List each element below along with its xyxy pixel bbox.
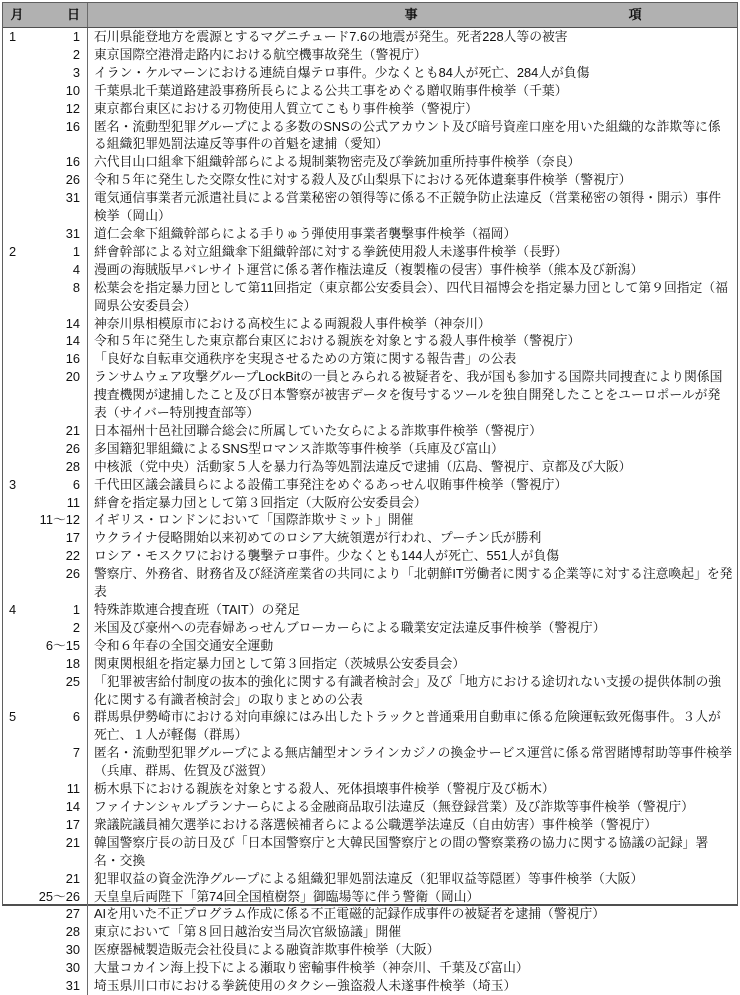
header-day: 日 [66, 7, 80, 22]
day-cell: 14 [65, 315, 80, 331]
table-row [3, 332, 737, 350]
table-row [3, 816, 737, 834]
table-row [3, 655, 737, 673]
table-row [3, 422, 737, 440]
month-cell [3, 834, 31, 870]
table-row [3, 100, 737, 118]
item-cell: 千代田区議会議員らによる設備工事発注をめぐるあっせん収賄事件検挙（警視庁） [87, 476, 737, 494]
day-cell: 18 [65, 655, 80, 671]
month-cell [3, 673, 31, 709]
table-row [3, 458, 737, 476]
item-cell: 韓国警察庁長の訪日及び「日本国警察庁と大韓民国警察庁との間の警察業務の協力に関する協議の記録」署名・交換 [87, 834, 737, 870]
day-cell: 3 [72, 64, 80, 80]
item-cell: 日本福州十邑社団聯合総会に所属していた女らによる詐欺事件検挙（警視庁） [87, 422, 737, 440]
item-cell: 令和５年に発生した東京都台東区における親族を対象とする殺人事件検挙（警視庁） [87, 332, 737, 350]
item-cell: 令和６年春の全国交通安全運動 [87, 637, 737, 655]
day-cell: 16 [65, 118, 80, 134]
month-cell [3, 422, 31, 440]
month-cell [3, 350, 31, 368]
month-cell [3, 171, 31, 189]
day-cell: 26 [65, 566, 80, 582]
item-cell: 特殊詐欺連合捜査班（TAIT）の発足 [87, 601, 737, 619]
month-cell [3, 637, 31, 655]
item-cell: 令和５年に発生した交際女性に対する殺人及び山梨県下における死体遺棄事件検挙（警視庁） [87, 171, 737, 189]
item-cell: 群馬県伊勢崎市における対向車線にはみ出したトラックと普通乗用自動車に係る危険運転致死傷事件。３人が死亡、１人が軽傷（群馬） [87, 708, 737, 744]
day-cell: 1 [72, 602, 80, 617]
item-cell: 関東関根組を指定暴力団として第３回指定（茨城県公安委員会） [87, 655, 737, 673]
table-row [3, 118, 737, 154]
item-cell: 神奈川県相模原市における高校生による両親殺人事件検挙（神奈川） [87, 315, 737, 333]
month-cell [3, 977, 31, 995]
item-cell: 石川県能登地方を震源とするマグニチュード7.6の地震が発生。死者228人等の被害 [87, 28, 737, 46]
month-cell [3, 888, 31, 906]
table-row [3, 977, 737, 995]
item-cell: 中核派（党中央）活動家５人を暴力行為等処罰法違反で逮捕（広島、警視庁、京都及び大阪） [87, 458, 737, 476]
day-cell: 2 [72, 46, 80, 62]
month-cell [3, 941, 31, 959]
table-row [3, 959, 737, 977]
month-cell [3, 64, 31, 82]
month-cell: 5 [9, 709, 17, 725]
header-month: 月 [10, 7, 24, 22]
month-cell [3, 870, 31, 888]
item-cell: 絆會幹部による対立組織傘下組織幹部に対する拳銃使用殺人未遂事件検挙（長野） [87, 243, 737, 261]
table-row [3, 565, 737, 601]
item-cell: 絆會を指定暴力団として第３回指定（大阪府公安委員会） [87, 494, 737, 512]
item-cell: 大量コカイン海上投下による瀬取り密輸事件検挙（神奈川、千葉及び富山） [87, 959, 737, 977]
item-cell: 「良好な自転車交通秩序を実現させるための方策に関する報告書」の公表 [87, 350, 737, 368]
item-cell: 多国籍犯罪組織によるSNS型ロマンス詐欺等事件検挙（兵庫及び富山） [87, 440, 737, 458]
day-cell: 17 [65, 816, 80, 832]
table-row [3, 619, 737, 637]
table-row [3, 46, 737, 64]
table-row [3, 243, 737, 261]
table-row [3, 153, 737, 171]
day-cell: 26 [65, 440, 80, 456]
month-cell [3, 46, 31, 64]
day-cell: 10 [65, 82, 80, 98]
month-cell: 2 [9, 243, 17, 259]
day-cell: 30 [65, 942, 80, 958]
table-row [3, 476, 737, 494]
day-cell: 1 [72, 243, 80, 259]
month-cell [3, 905, 31, 923]
day-cell: 25 [65, 673, 80, 689]
item-cell: 匿名・流動型犯罪グループによる無店舗型オンラインカジノの換金サービス運営に係る常習賭博幇助等事件検挙（兵庫、群馬、佐賀及び滋賀） [87, 744, 737, 780]
month-cell [3, 923, 31, 941]
table-row [3, 82, 737, 100]
table-row [3, 708, 737, 744]
month-cell [3, 798, 31, 816]
item-cell: 電気通信事業者元派遣社員による営業秘密の領得等に係る不正競争防止法違反（営業秘密の領得・開示）事件検挙（岡山） [87, 189, 737, 225]
month-cell [3, 959, 31, 977]
table-row [3, 905, 737, 923]
item-cell: 東京国際空港滑走路内における航空機事故発生（警視庁） [87, 46, 737, 64]
day-cell: 11 [66, 494, 80, 510]
day-cell: 31 [65, 978, 80, 994]
day-cell: 21 [65, 834, 80, 850]
item-cell: 道仁会傘下組織幹部らによる手りゅう弾使用事業者襲撃事件検挙（福岡） [87, 225, 737, 243]
month-cell [3, 332, 31, 350]
month-cell [3, 565, 31, 601]
header-item-left-glyph: 事 [404, 7, 418, 22]
table-row [3, 744, 737, 780]
day-cell: 28 [65, 458, 80, 474]
item-cell: 東京都台東区における刃物使用人質立てこもり事件検挙（警視庁） [87, 100, 737, 118]
month-cell [3, 315, 31, 333]
month-cell [3, 458, 31, 476]
table-row [3, 637, 737, 655]
table-row [3, 941, 737, 959]
day-cell: 7 [72, 745, 80, 761]
item-cell: ウクライナ侵略開始以来初めてのロシア大統領選が行われ、プーチン氏が勝利 [87, 529, 737, 547]
table-row [3, 189, 737, 225]
month-cell [3, 816, 31, 834]
month-cell [3, 547, 31, 565]
table-row [3, 780, 737, 798]
month-cell [3, 440, 31, 458]
item-cell: 天皇皇后両陛下「第74回全国植樹祭」御臨場等に伴う警衛（岡山） [87, 888, 737, 906]
item-cell: イラン・ケルマーンにおける連続自爆テロ事件。少なくとも84人が死亡、284人が負傷 [87, 64, 737, 82]
table-header-row [3, 3, 737, 28]
day-cell: 17 [65, 530, 80, 546]
day-cell: 21 [65, 422, 80, 438]
table-row [3, 601, 737, 619]
header-item-right-glyph: 項 [628, 7, 642, 22]
day-cell: 1 [72, 29, 80, 44]
day-cell: 20 [65, 369, 80, 385]
day-cell: 14 [65, 798, 80, 814]
day-cell: 25～26 [38, 888, 80, 904]
item-cell: 「犯罪被害給付制度の抜本的強化に関する有識者検討会」及び「地方における途切れない支援の提供体制の強化に関する有識者検討会」の取りまとめの公表 [87, 673, 737, 709]
day-cell: 30 [65, 960, 80, 976]
item-cell: 医療器械製造販売会社役員による融資詐欺事件検挙（大阪） [87, 941, 737, 959]
table-row [3, 315, 737, 333]
day-cell: 31 [65, 190, 80, 206]
item-cell: 匿名・流動型犯罪グループによる多数のSNSの公式アカウント及び暗号資産口座を用いた組織的な詐欺等に係る組織犯罪処罰法違反等事件の首魁を逮捕（愛知） [87, 118, 737, 154]
item-cell: ファイナンシャルプランナーらによる金融商品取引法違反（無登録営業）及び詐欺等事件検挙（警視庁） [87, 798, 737, 816]
day-cell: 6 [72, 709, 80, 725]
day-cell: 27 [65, 906, 80, 922]
item-cell: 栃木県下における親族を対象とする殺人、死体損壊事件検挙（警視庁及び栃木） [87, 780, 737, 798]
item-cell: 衆議院議員補欠選挙における落選候補者らによる公職選挙法違反（自由妨害）事件検挙（警視庁） [87, 816, 737, 834]
month-cell [3, 225, 31, 243]
month-cell [3, 780, 31, 798]
table-body [3, 28, 737, 994]
table-row [3, 798, 737, 816]
item-cell: 警察庁、外務省、財務省及び経済産業省の共同により「北朝鮮IT労働者に関する企業等に対する注意喚起」を発表 [87, 565, 737, 601]
item-cell: ロシア・モスクワにおける襲撃テロ事件。少なくとも144人が死亡、551人が負傷 [87, 547, 737, 565]
day-cell: 28 [65, 924, 80, 940]
month-cell: 4 [9, 602, 17, 617]
month-cell: 3 [9, 476, 17, 492]
month-cell [3, 100, 31, 118]
day-cell: 4 [72, 261, 80, 277]
month-cell [3, 619, 31, 637]
item-cell: イギリス・ロンドンにおいて「国際詐欺サミット」開催 [87, 511, 737, 529]
month-cell [3, 189, 31, 225]
table-row [3, 529, 737, 547]
month-cell [3, 118, 31, 154]
month-cell [3, 494, 31, 512]
table-row [3, 834, 737, 870]
month-cell [3, 368, 31, 422]
day-cell: 21 [65, 870, 80, 886]
day-cell: 8 [72, 279, 80, 295]
month-cell [3, 529, 31, 547]
day-cell: 22 [65, 548, 80, 564]
table-row [3, 171, 737, 189]
item-cell: 千葉県北千葉道路建設事務所長らによる公共工事をめぐる贈収賄事件検挙（千葉） [87, 82, 737, 100]
month-cell [3, 655, 31, 673]
day-cell: 6～15 [45, 637, 80, 653]
item-cell: 漫画の海賊版早バレサイト運営に係る著作権法違反（複製権の侵害）事件検挙（熊本及び新潟） [87, 261, 737, 279]
day-cell: 12 [65, 100, 80, 116]
table-row [3, 225, 737, 243]
month-cell: 1 [9, 29, 17, 44]
table-row [3, 870, 737, 888]
table-row [3, 279, 737, 315]
table-row [3, 28, 737, 46]
day-cell: 2 [72, 619, 80, 635]
day-cell: 14 [65, 333, 80, 349]
day-cell: 26 [65, 172, 80, 188]
table-row [3, 494, 737, 512]
table-row [3, 368, 737, 422]
table-row [3, 64, 737, 82]
month-cell [3, 261, 31, 279]
day-cell: 31 [65, 225, 80, 241]
item-cell: 埼玉県川口市における拳銃使用のタクシー強盗殺人未遂事件検挙（埼玉） [87, 977, 737, 995]
month-cell [3, 153, 31, 171]
header-item [87, 3, 737, 27]
table-row [3, 923, 737, 941]
month-cell [3, 511, 31, 529]
day-cell: 16 [65, 351, 80, 367]
month-cell [3, 279, 31, 315]
chronology-table [2, 2, 738, 994]
day-cell: 16 [65, 154, 80, 170]
table-row [3, 440, 737, 458]
table-row [3, 888, 737, 906]
month-cell [3, 82, 31, 100]
item-cell: 松葉会を指定暴力団として第11回指定（東京都公安委員会）、四代目福博会を指定暴力団として第９回指定（福岡県公安委員会） [87, 279, 737, 315]
day-cell: 11 [66, 781, 80, 797]
month-cell [3, 744, 31, 780]
table-row [3, 261, 737, 279]
table-row [3, 547, 737, 565]
item-cell: 米国及び豪州への売春婦あっせんブローカーらによる職業安定法違反事件検挙（警視庁） [87, 619, 737, 637]
table-row [3, 673, 737, 709]
table-row [3, 350, 737, 368]
item-cell: 東京において「第８回日越治安当局次官級協議」開催 [87, 923, 737, 941]
day-cell: 11～12 [39, 512, 80, 528]
item-cell: 六代目山口組傘下組織幹部らによる規制薬物密売及び拳銃加重所持事件検挙（奈良） [87, 153, 737, 171]
item-cell: ランサムウェア攻撃グループLockBitの一員とみられる被疑者を、我が国も参加する国際共同捜査により関係国捜査機関が逮捕したこと及び日本警察が被害データを復号するツールを独自開発したことをユーロポールが発表（サイバー特別捜査部等） [87, 368, 737, 422]
item-cell: AIを用いた不正プログラム作成に係る不正電磁的記録作成事件の被疑者を逮捕（警視庁） [87, 905, 737, 923]
item-cell: 犯罪収益の資金洗浄グループによる組織犯罪処罰法違反（犯罪収益等隠匿）等事件検挙（大阪） [87, 870, 737, 888]
day-cell: 6 [72, 476, 80, 492]
table-row [3, 511, 737, 529]
